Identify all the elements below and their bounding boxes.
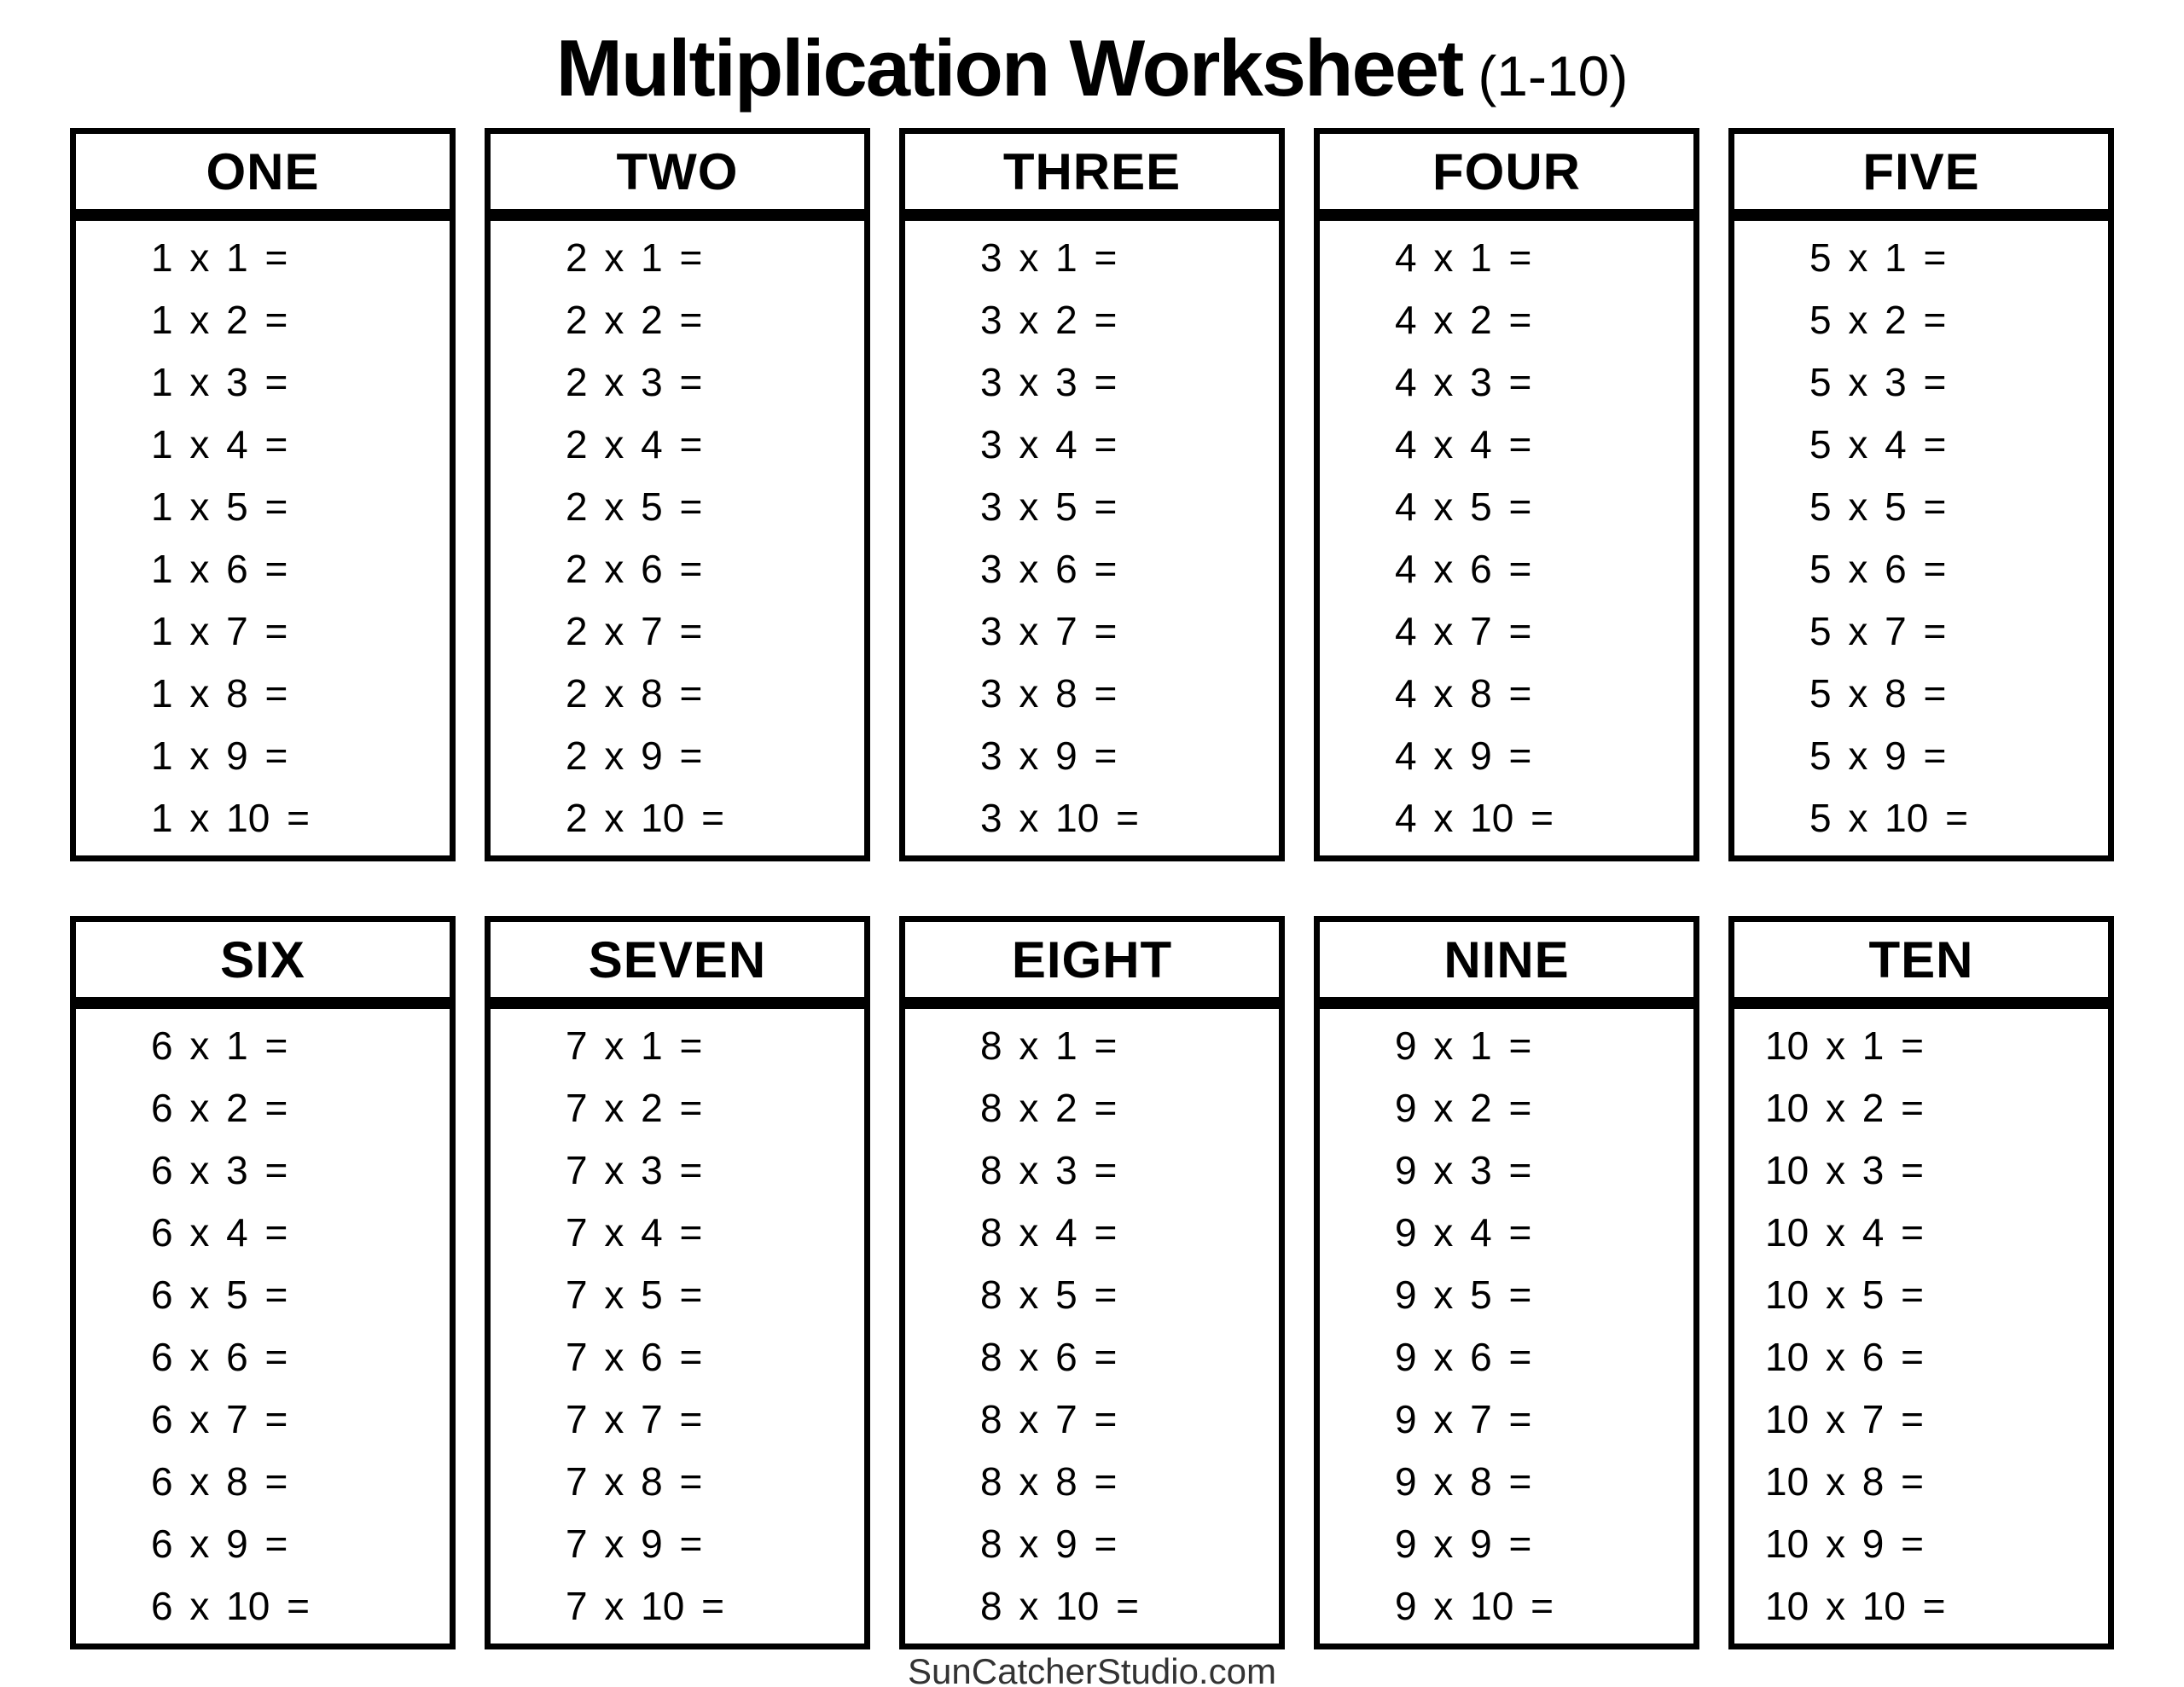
problem-row: 3 x 8 = xyxy=(980,671,1118,716)
problem-row: 9 x 10 = xyxy=(1395,1584,1554,1628)
problem-row: 8 x 3 = xyxy=(980,1148,1118,1192)
problem-row: 1 x 8 = xyxy=(151,671,288,716)
problem-row: 5 x 9 = xyxy=(1809,733,1947,778)
problem-row: 6 x 8 = xyxy=(151,1459,288,1504)
problem-row: 7 x 5 = xyxy=(566,1272,703,1317)
problem-row: 8 x 5 = xyxy=(980,1272,1118,1317)
problem-row: 9 x 9 = xyxy=(1395,1522,1532,1566)
problem-row: 4 x 5 = xyxy=(1395,484,1532,529)
problem-row: 9 x 1 = xyxy=(1395,1023,1532,1068)
problem-row: 10 x 2 = xyxy=(1765,1086,1924,1130)
times-table-three xyxy=(899,128,1285,861)
problem-row: 10 x 10 = xyxy=(1765,1584,1946,1628)
table-body xyxy=(1728,215,2114,861)
problem-row: 5 x 3 = xyxy=(1809,360,1947,404)
problem-row: 1 x 6 = xyxy=(151,547,288,591)
problem-row: 1 x 9 = xyxy=(151,733,288,778)
problem-row: 2 x 4 = xyxy=(566,422,703,467)
problem-row: 7 x 9 = xyxy=(566,1522,703,1566)
problem-row: 2 x 7 = xyxy=(566,609,703,653)
problem-row: 5 x 1 = xyxy=(1809,235,1947,280)
problem-row: 8 x 7 = xyxy=(980,1397,1118,1441)
table-header: FOUR xyxy=(1314,128,1699,215)
problem-row: 8 x 1 = xyxy=(980,1023,1118,1068)
problem-row: 5 x 8 = xyxy=(1809,671,1947,716)
page-title-text: Multiplication Worksheet xyxy=(555,23,1463,113)
problem-row: 8 x 8 = xyxy=(980,1459,1118,1504)
problem-row: 6 x 7 = xyxy=(151,1397,288,1441)
problem-row: 10 x 1 = xyxy=(1765,1023,1924,1068)
problem-row: 5 x 4 = xyxy=(1809,422,1947,467)
problem-row: 4 x 4 = xyxy=(1395,422,1532,467)
table-header: TEN xyxy=(1728,916,2114,1003)
problem-row: 3 x 6 = xyxy=(980,547,1118,591)
problem-row: 5 x 2 = xyxy=(1809,298,1947,342)
problem-row: 7 x 8 = xyxy=(566,1459,703,1504)
table-body xyxy=(70,215,456,861)
table-body xyxy=(1728,1003,2114,1649)
table-header: SIX xyxy=(70,916,456,1003)
times-table-five xyxy=(1728,128,2114,861)
problem-row: 6 x 6 = xyxy=(151,1335,288,1379)
problem-row: 6 x 9 = xyxy=(151,1522,288,1566)
problem-row: 6 x 3 = xyxy=(151,1148,288,1192)
problem-row: 2 x 2 = xyxy=(566,298,703,342)
page-title xyxy=(0,0,2184,128)
problem-row: 4 x 2 = xyxy=(1395,298,1532,342)
problem-row: 3 x 9 = xyxy=(980,733,1118,778)
times-table-four xyxy=(1314,128,1699,861)
problem-row: 4 x 7 = xyxy=(1395,609,1532,653)
problem-row: 2 x 10 = xyxy=(566,796,724,840)
problem-row: 6 x 4 = xyxy=(151,1210,288,1255)
problem-row: 7 x 1 = xyxy=(566,1023,703,1068)
table-body xyxy=(485,1003,870,1649)
problem-row: 10 x 5 = xyxy=(1765,1272,1924,1317)
times-table-seven xyxy=(485,916,870,1649)
table-grid-row-1 xyxy=(70,128,2114,861)
times-table-nine xyxy=(1314,916,1699,1649)
problem-row: 5 x 7 = xyxy=(1809,609,1947,653)
problem-row: 3 x 4 = xyxy=(980,422,1118,467)
problem-row: 4 x 10 = xyxy=(1395,796,1554,840)
footer xyxy=(0,1651,2184,1687)
problem-row: 5 x 6 = xyxy=(1809,547,1947,591)
problem-row: 5 x 5 = xyxy=(1809,484,1947,529)
problem-row: 1 x 7 = xyxy=(151,609,288,653)
problem-row: 7 x 7 = xyxy=(566,1397,703,1441)
problem-row: 10 x 3 = xyxy=(1765,1148,1924,1192)
problem-row: 9 x 2 = xyxy=(1395,1086,1532,1130)
problem-row: 4 x 8 = xyxy=(1395,671,1532,716)
problem-row: 1 x 5 = xyxy=(151,484,288,529)
problem-row: 9 x 5 = xyxy=(1395,1272,1532,1317)
problem-row: 4 x 1 = xyxy=(1395,235,1532,280)
problem-row: 7 x 3 = xyxy=(566,1148,703,1192)
table-header: SEVEN xyxy=(485,916,870,1003)
problem-row: 7 x 10 = xyxy=(566,1584,724,1628)
problem-row: 2 x 8 = xyxy=(566,671,703,716)
problem-row: 10 x 8 = xyxy=(1765,1459,1924,1504)
problem-row: 1 x 2 = xyxy=(151,298,288,342)
problem-row: 2 x 5 = xyxy=(566,484,703,529)
table-body xyxy=(1314,1003,1699,1649)
problem-row: 10 x 7 = xyxy=(1765,1397,1924,1441)
problem-row: 9 x 4 = xyxy=(1395,1210,1532,1255)
problem-row: 3 x 10 = xyxy=(980,796,1139,840)
problem-row: 6 x 10 = xyxy=(151,1584,310,1628)
problem-row: 9 x 3 = xyxy=(1395,1148,1532,1192)
problem-row: 9 x 8 = xyxy=(1395,1459,1532,1504)
problem-row: 10 x 6 = xyxy=(1765,1335,1924,1379)
table-header: THREE xyxy=(899,128,1285,215)
problem-row: 2 x 3 = xyxy=(566,360,703,404)
problem-row: 9 x 7 = xyxy=(1395,1397,1532,1441)
table-header: EIGHT xyxy=(899,916,1285,1003)
problem-row: 3 x 3 = xyxy=(980,360,1118,404)
problem-row: 7 x 4 = xyxy=(566,1210,703,1255)
problem-row: 3 x 5 = xyxy=(980,484,1118,529)
problem-row: 6 x 2 = xyxy=(151,1086,288,1130)
problem-row: 8 x 6 = xyxy=(980,1335,1118,1379)
problem-row: 8 x 4 = xyxy=(980,1210,1118,1255)
problem-row: 1 x 4 = xyxy=(151,422,288,467)
page-title-range: (1-10) xyxy=(1478,44,1629,107)
problem-row: 4 x 3 = xyxy=(1395,360,1532,404)
problem-row: 7 x 6 = xyxy=(566,1335,703,1379)
problem-row: 1 x 3 = xyxy=(151,360,288,404)
table-header: ONE xyxy=(70,128,456,215)
problem-row: 8 x 2 = xyxy=(980,1086,1118,1130)
times-table-ten xyxy=(1728,916,2114,1649)
problem-row: 4 x 9 = xyxy=(1395,733,1532,778)
times-table-two xyxy=(485,128,870,861)
table-header: FIVE xyxy=(1728,128,2114,215)
problem-row: 10 x 9 = xyxy=(1765,1522,1924,1566)
problem-row: 1 x 1 = xyxy=(151,235,288,280)
times-table-one xyxy=(70,128,456,861)
times-table-six xyxy=(70,916,456,1649)
problem-row: 3 x 7 = xyxy=(980,609,1118,653)
problem-row: 1 x 10 = xyxy=(151,796,310,840)
table-grid-row-2 xyxy=(70,916,2114,1649)
table-header: NINE xyxy=(1314,916,1699,1003)
table-body xyxy=(485,215,870,861)
table-header: TWO xyxy=(485,128,870,215)
problem-row: 8 x 10 = xyxy=(980,1584,1139,1628)
table-body xyxy=(899,215,1285,861)
problem-row: 4 x 6 = xyxy=(1395,547,1532,591)
problem-row: 6 x 5 = xyxy=(151,1272,288,1317)
table-body xyxy=(70,1003,456,1649)
problem-row: 2 x 1 = xyxy=(566,235,703,280)
problem-row: 3 x 2 = xyxy=(980,298,1118,342)
problem-row: 8 x 9 = xyxy=(980,1522,1118,1566)
problem-row: 6 x 1 = xyxy=(151,1023,288,1068)
problem-row: 9 x 6 = xyxy=(1395,1335,1532,1379)
problem-row: 2 x 9 = xyxy=(566,733,703,778)
problem-row: 7 x 2 = xyxy=(566,1086,703,1130)
table-body xyxy=(1314,215,1699,861)
problem-row: 2 x 6 = xyxy=(566,547,703,591)
problem-row: 5 x 10 = xyxy=(1809,796,1968,840)
footer-credit: SunCatcherStudio.com xyxy=(908,1651,1276,1687)
table-body xyxy=(899,1003,1285,1649)
problem-row: 10 x 4 = xyxy=(1765,1210,1924,1255)
times-table-eight xyxy=(899,916,1285,1649)
problem-row: 3 x 1 = xyxy=(980,235,1118,280)
